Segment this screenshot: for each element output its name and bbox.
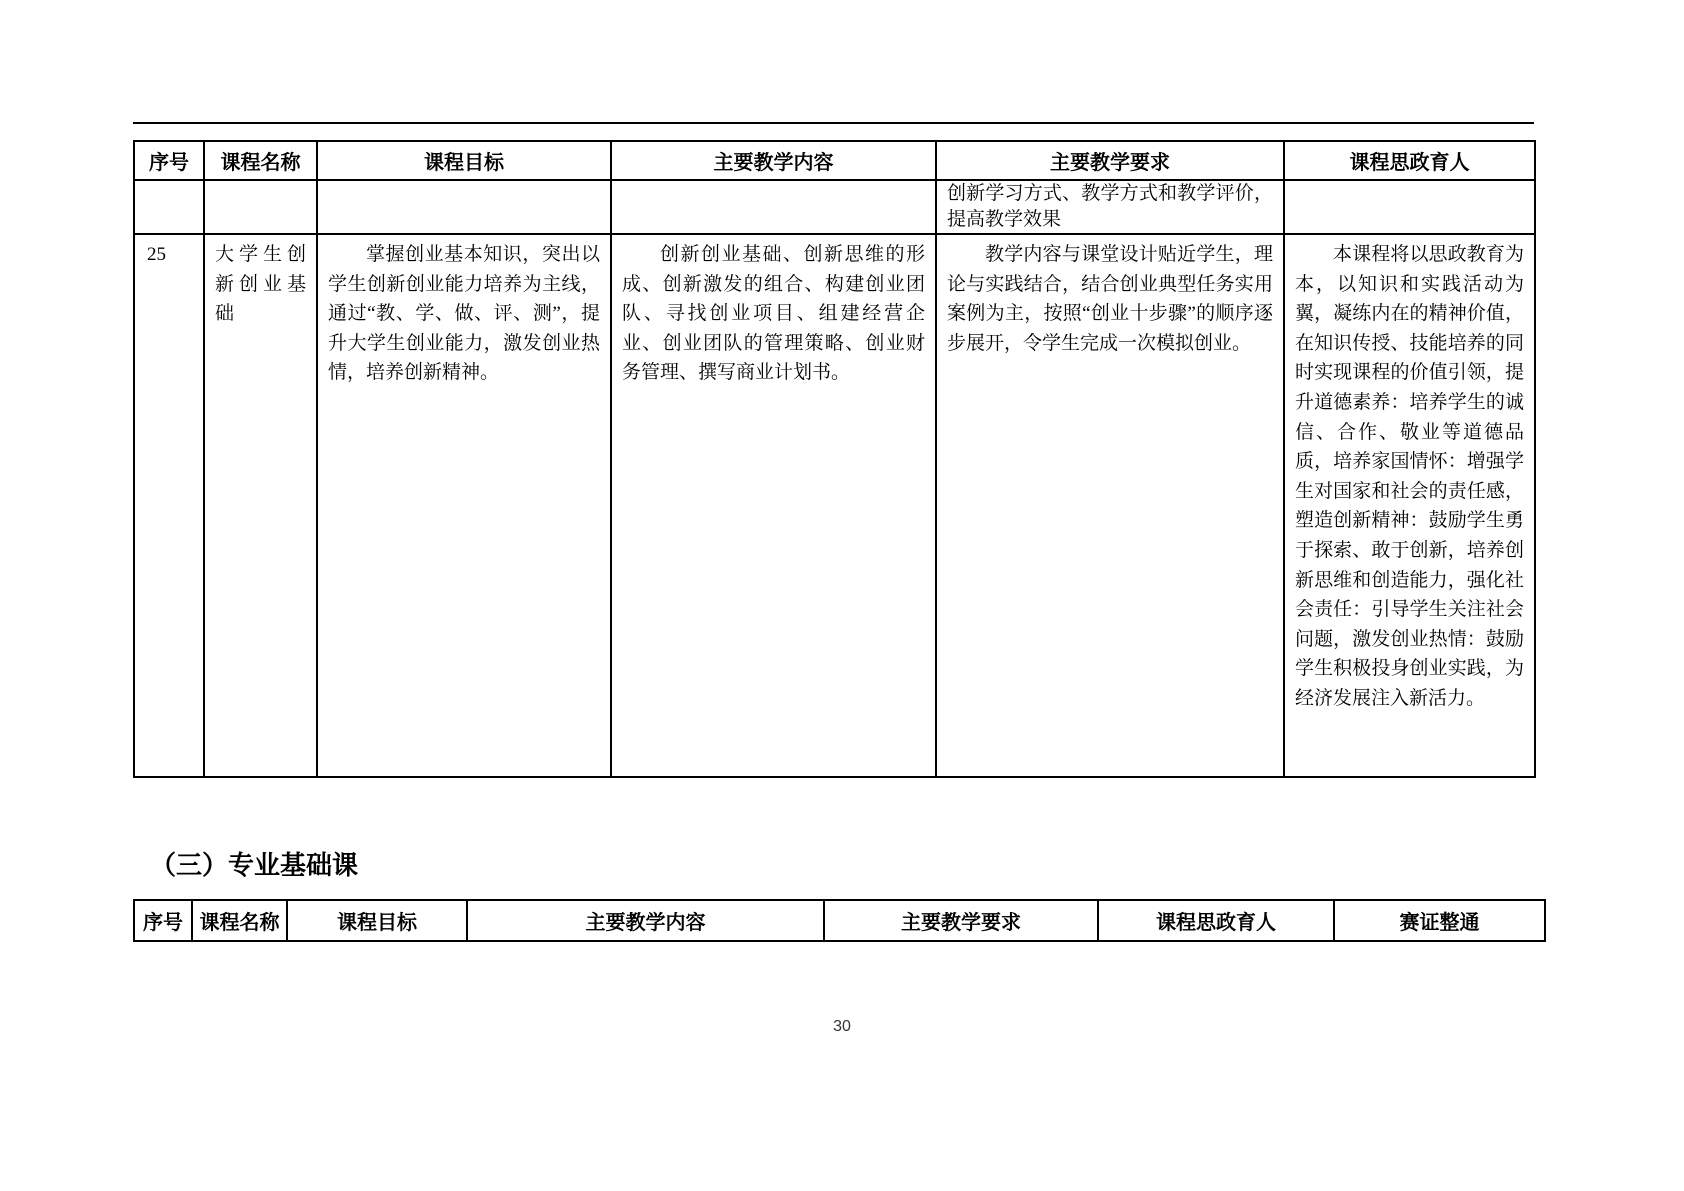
col-header-no: 序号: [134, 141, 204, 180]
cell-requirements: [936, 234, 1284, 777]
content-text: 创新创业基础、创新思维的形成、创新激发的组合、构建创业团队、寻找创业项目、组建经营企业、创业团队的管理策略、创业财务管理、撰写商业计划书。: [622, 244, 925, 384]
empty-cell: [1284, 180, 1535, 234]
continuation-row: [134, 180, 1535, 234]
col-header-ideology: 课程思政育人: [1098, 900, 1334, 941]
cell-course-name: [204, 234, 317, 777]
cell-content: [611, 234, 936, 777]
col-header-course-name: 课程名称: [192, 900, 287, 941]
course-name-text: 大学生创新创业基础: [215, 244, 306, 325]
col-header-no: 序号: [134, 900, 192, 941]
col-header-requirements: 主要教学要求: [936, 141, 1284, 180]
professional-basic-header-row: [134, 900, 1545, 941]
table-row: [134, 234, 1535, 777]
professional-basic-course-table: [133, 899, 1546, 942]
empty-cell: [317, 180, 611, 234]
col-header-content: 主要教学内容: [611, 141, 936, 180]
col-header-objectives: 课程目标: [317, 141, 611, 180]
course-table-header-row: [134, 141, 1535, 180]
course-no-text: 25: [147, 244, 166, 265]
section-heading: （三）专业基础课: [150, 850, 359, 880]
col-header-requirements: 主要教学要求: [824, 900, 1098, 941]
col-header-objectives: 课程目标: [287, 900, 467, 941]
cell-requirements-continued: [936, 180, 1284, 234]
col-header-content: 主要教学内容: [467, 900, 824, 941]
cell-objectives: [317, 234, 611, 777]
cell-ideology: [1284, 234, 1535, 777]
empty-cell: [611, 180, 936, 234]
header-rule: [133, 122, 1534, 124]
cell-course-no: [134, 234, 204, 777]
page-number: 30: [833, 1018, 851, 1035]
requirements-text: 教学内容与课堂设计贴近学生，理论与实践结合，结合创业典型任务实用案例为主，按照“创业十步骤”的顺序逐步展开，令学生完成一次模拟创业。: [947, 244, 1273, 354]
col-header-ideology: 课程思政育人: [1284, 141, 1535, 180]
course-table: [133, 140, 1536, 778]
empty-cell: [204, 180, 317, 234]
col-header-course-name: 课程名称: [204, 141, 317, 180]
col-header-competition-cert: 赛证整通: [1334, 900, 1545, 941]
ideology-text: 本课程将以思政教育为本，以知识和实践活动为翼，凝练内在的精神价值，在知识传授、技能培养的同时实现课程的价值引领，提升道德素养：培养学生的诚信、合作、敬业等道德品质，培养家国情怀：增强学生对国家和社会的责任感，塑造创新精神：鼓励学生勇于探索、敢于创新，培养创新思维和创造能力，强化社会责任：引导学生关注社会问题，激发创业热情：鼓励学生积极投身创业实践，为经济发展注入新活力。: [1295, 244, 1524, 709]
objectives-text: 掌握创业基本知识，突出以学生创新创业能力培养为主线，通过“教、学、做、评、测”，提升大学生创业能力，激发创业热情，培养创新精神。: [328, 244, 600, 384]
requirements-continued-text: 创新学习方式、教学方式和教学评价，提高教学效果: [947, 183, 1273, 230]
empty-cell: [134, 180, 204, 234]
